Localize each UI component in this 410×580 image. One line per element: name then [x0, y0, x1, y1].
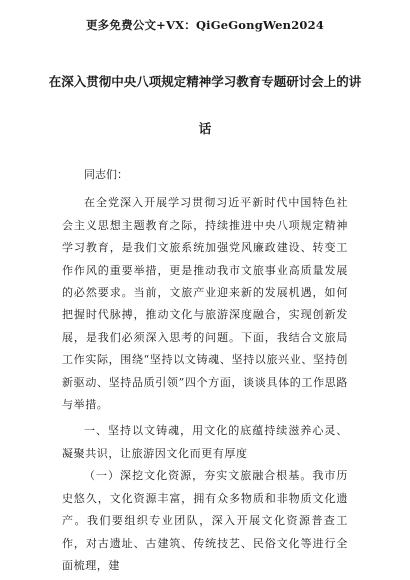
body-paragraph-1-1: （一）深挖文化资源，夯实文旅融合根基。我市历史悠久，文化资源丰富，拥有众多物质和非物质文化遗产。我们要组织专业团队，深入开展文化资源普查工作，对古遗址、古建筑、传统技艺、民俗文化等进行全面梳理，建 [62, 469, 348, 572]
body-paragraph-intro: 在全党深入开展学习贯彻习近平新时代中国特色社会主义思想主题教育之际，持续推进中央八项规定精神学习教育，是我们文旅系统加强党风廉政建设、转变工作作风的重要举措，更是推动我市文旅事业高质量发展的必然要求。当前，文旅产业迎来新的发展机遇，如何把握时代脉搏，推动文化与旅游深度融合，实现创新发展，是我们必须深入思考的问题。下面，我结合文旅局工作实际，围绕“坚持以文铸魂、坚持以旅兴业、坚持创新驱动、坚持品质引领”四个方面，谈谈具体的工作思路与举措。 [62, 196, 348, 412]
document-title-line-1: 在深入贯彻中央八项规定精神学习教育专题研讨会上的讲 [48, 74, 362, 89]
section-heading-1: 一、坚持以文铸魂，用文化的底蕴持续滋养心灵、凝聚共识，让旅游因文化而更有厚度 [62, 424, 348, 460]
header-watermark-line: 更多免费公文+VX：QiGeGongWen2024 [85, 18, 325, 32]
document-title-line-2: 话 [198, 121, 212, 136]
salutation: 同志们： [84, 168, 128, 181]
document-body [62, 164, 348, 577]
